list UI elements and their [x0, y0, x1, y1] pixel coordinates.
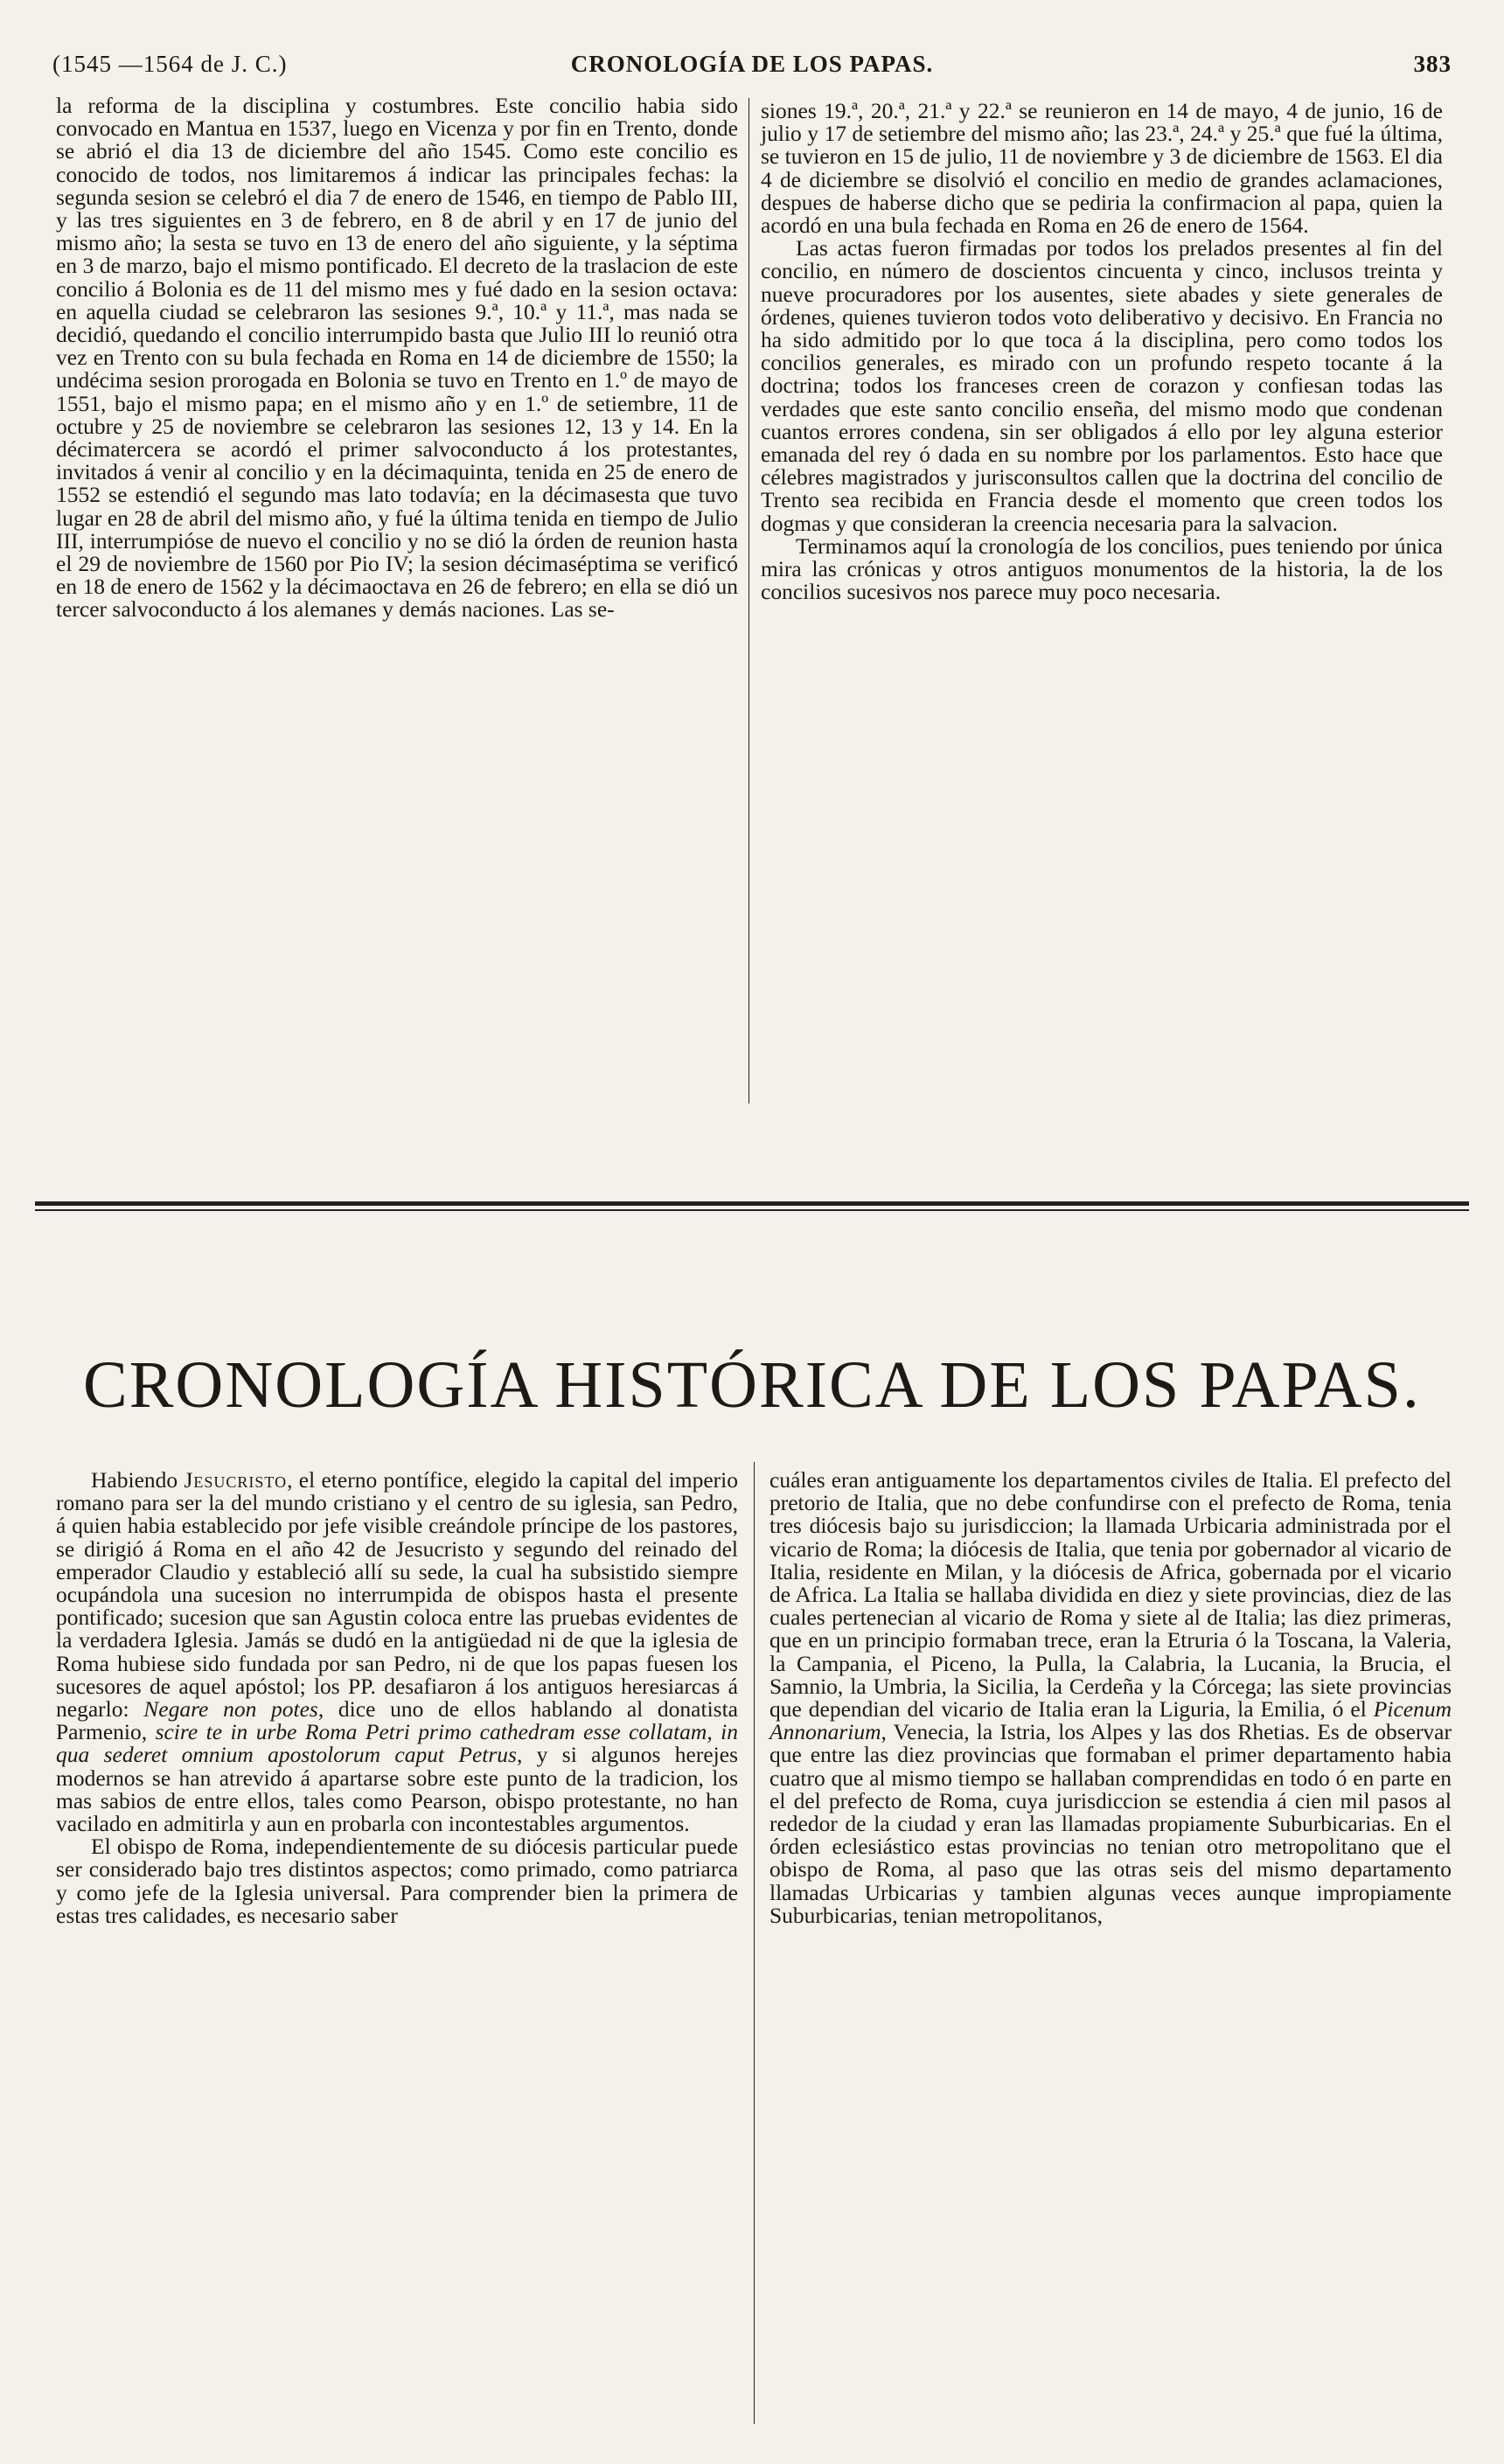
running-head [52, 51, 1452, 86]
latin-term: Picenum Annonarium [769, 1696, 1452, 1745]
smallcaps-name: Jesucristo [184, 1467, 288, 1493]
bottom-left-column [56, 1469, 738, 1927]
running-head-dates: (1545 —1564 de J. C.) [52, 51, 288, 77]
text: , el eterno pontífice, elegido la capital del imperio romano para ser la del mundo cristiano y el centro de su iglesia, san Pedro, á quien habia establecido por jefe visible creándole príncipe de los pastores, se dirigió á Roma en el año 42 de Jesucristo y segundo del reinado del emperador Claudio y estableció allí su sede, la cual ha subsistido siempre ocupándola una sucesion no interrumpida de obispos hasta el presente pontificado; sucesion que san Agustin coloca entre las pruebas evidentes de la verdadera Iglesia. Jamás se dudó en la antigüedad ni de que la iglesia de Roma hubiese sido fundada por san Pedro, ni de que los papas fuesen los sucesores de aquel apóstol; los PP. desafiaron á los antiguos heresiarcas á negarlo: [56, 1467, 738, 1723]
latin-quote: scire te in urbe Roma Petri primo cathedram esse collatam, in qua sederet omnium apostolorum caput Petrus [56, 1719, 739, 1768]
latin-quote: Negare non potes [143, 1696, 318, 1723]
paragraph: siones 19.ª, 20.ª, 21.ª y 22.ª se reunieron en 14 de mayo, 4 de junio, 16 de julio y 17 de setiembre del mismo año; las 23.ª, 24.ª y 25.ª que fué la última, se tuvieron en 15 de julio, 11 de noviembre y 3 de diciembre de 1563. El dia 4 de diciembre se disolvió el concilio en medio de grandes aclamaciones, despues de haberse dicho que se pediria la confirmacion al papa, quien la acordó en una bula fechada en Roma en 26 de enero de 1564. [761, 98, 1443, 239]
paragraph [769, 1469, 1452, 1927]
top-right-column [761, 100, 1443, 603]
paragraph [56, 1469, 738, 1835]
page-number: 383 [1413, 51, 1452, 77]
text: cuáles eran antiguamente los departamentos civiles de Italia. El prefecto del pretorio de Italia, que no debe confundirse con el prefecto de Roma, tenia tres diócesis bajo su jurisdiccion; la llamada Urbicaria administrada por el vicario de Roma; la diócesis de Italia, que tenia por gobernador al vicario de Italia, residente en Milan, y la diócesis de Africa, gobernada por el vicario de Africa. La Italia se hallaba dividida en diez y siete provincias, diez de las cuales pertenecian al vicario de Roma y siete al de Italia; las diez primeras, que en un principio formaban trece, eran la Etruria ó la Toscana, la Valeria, la Campania, el Piceno, la Pulla, la Calabria, la Lucania, la Brucia, el Samnio, la Umbria, la Sicilia, la Cerdeña y la Córcega; las siete provincias que dependian del vicario de Italia eran la Liguria, la Emilia, ó el [769, 1467, 1452, 1723]
section-title: CRONOLOGÍA HISTÓRICA DE LOS PAPAS. [83, 1347, 1421, 1422]
paragraph: Las actas fueron firmadas por todos los prelados presentes al fin del concilio, en número de doscientos cincuenta y cinco, inclusos treinta y nueve procuradores por los ausentes, siete abades y siete generales de órdenes, quienes tuvieron todos voto deliberativo y decisivo. En Francia no ha sido admitido por lo que toca á la disciplina, pero como todos los concilios generales, es mirado con un profundo respeto tocante á la doctrina; todos los franceses creen de corazon y confiesan todas las verdades que este santo concilio enseña, del mismo modo que condenan cuantos errores condena, sin ser obligados á ello por ley alguna esterior emanada del rey ó dada en su nombre por los parlamentos. Esto hace que célebres magistrados y jurisconsultos callen que la doctrina del concilio de Trento sea recibida en Francia desde el momento que creen todos los dogmas y que consideran la creencia necesaria para la salvacion. [761, 235, 1443, 536]
running-head-title: CRONOLOGÍA DE LOS PAPAS. [570, 51, 934, 77]
top-left-column [56, 94, 738, 622]
text: , Venecia, la Istria, los Alpes y las dos Rhetias. Es de observar que entre las diez provincias que formaban el primer departamento habia cuatro que al mismo tiempo se hallaban comprendidas en todo ó en parte en el del prefecto de Roma, cuya jurisdiccion se estendia á cien mil pasos al rededor de la ciudad y eran las llamadas propiamente Suburbicarias. En el órden eclesiástico estas provincias no tenian otro metropolitano que el obispo de Roma, al paso que las otras seis del mismo departamento llamadas Urbicarias y tambien algunas veces aunque impropiamente Suburbicarias, tenian metropolitanos, [769, 1719, 1452, 1928]
section-rule-thin [35, 1209, 1469, 1211]
paragraph: la reforma de la disciplina y costumbres. Este concilio habia sido convocado en Mantua en 1537, luego en Vicenza y por fin en Trento, donde se abrió el dia 13 de diciembre del año 1545. Como este concilio es conocido de todos, nos limitaremos á indicar las principales fechas: la segunda sesion se celebró el dia 7 de enero de 1546, en tiempo de Pablo III, y las tres siguientes en 3 de febrero, en 8 de abril y en 17 de junio del mismo año; la sesta se tuvo en 13 de enero del año siguiente, y la séptima en 3 de marzo, bajo el mismo pontificado. El decreto de la traslacion de este concilio á Bolonia es de 11 del mismo mes y fué dado en la sesion octava: en aquella ciudad se celebraron las sesiones 9.ª, 10.ª y 11.ª, mas nada se decidió, quedando el concilio interrumpido basta que Julio III lo reunió otra vez en Trento con su bula fechada en Roma en 14 de diciembre de 1550; la undécima sesion prorogada en Bolonia se tuvo en Trento en 1.º de mayo de 1551, bajo el mismo papa; en el mismo año y en 1.º de setiembre, 11 de octubre y 25 de noviembre se celebraron las sesiones 12, 13 y 14. En la décimatercera se acordó el primer salvoconducto á los protestantes, invitados á venir al concilio y en la décimaquinta, tenida en 25 de enero de 1552 se estendió el segundo mas lato todavía; en la décimasesta que tuvo lugar en 28 de abril del mismo año, y fué la última tenida en tiempo de Julio III, interrumpióse de nuevo el concilio y no se dió la órden de reunion hasta el 29 de noviembre de 1560 por Pio IV; la sesion décimaséptima se verificó en 18 de enero de 1562 y la décimaoctava en 26 de febrero; en ella se dió un tercer salvoconducto á los alemanes y demás naciones. Las se- [56, 93, 738, 623]
paragraph: El obispo de Roma, independientemente de su diócesis particular puede ser considerado bajo tres distintos aspectos; como primado, como patriarca y como jefe de la Iglesia universal. Para comprender bien la primera de estas tres calidades, es necesario saber [56, 1834, 738, 1928]
column-divider-bottom [754, 1462, 755, 2424]
bottom-right-column [769, 1469, 1452, 1927]
text: Habiendo [91, 1467, 185, 1493]
paragraph: Terminamos aquí la cronología de los concilios, pues teniendo por única mira las crónicas y otros antiguos monumentos de la historia, la de los concilios sucesivos nos parece muy poco necesaria. [761, 532, 1443, 605]
text: , y si algunos herejes modernos se han atrevido á apartarse sobre este punto de la tradicion, los mas sabios de entre ellos, tales como Pearson, obispo protestante, no han vacilado en admitirla y aun en probarla con incontestables argumentos. [56, 1742, 738, 1837]
section-rule-thick [35, 1201, 1469, 1206]
text: , dice uno de ellos hablando al donatista Parmenio, [56, 1696, 738, 1745]
